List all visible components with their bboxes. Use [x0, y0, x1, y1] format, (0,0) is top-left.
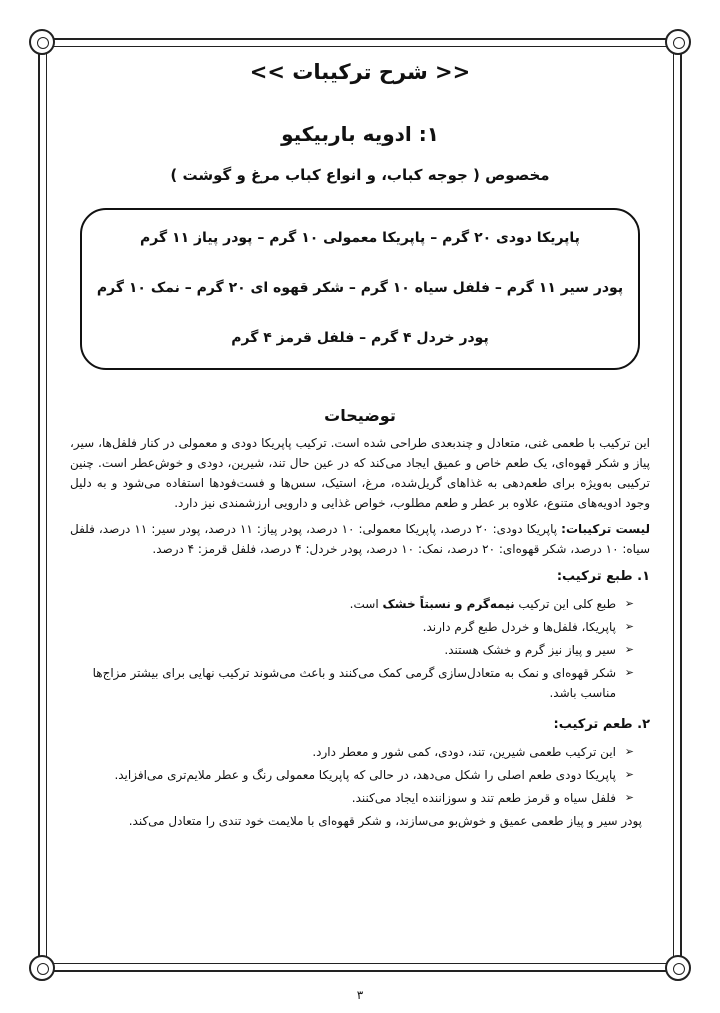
list-item: ➢ پاپریکا دودی طعم اصلی را شکل می‌دهد، در حالی که پاپریکا معمولی رنگ و عطر ملایم‌تری می‌افزاید. — [70, 765, 634, 785]
page-title: << شرح ترکیبات >> — [249, 60, 471, 84]
corner-ornament — [29, 955, 55, 981]
recipe-heading: ۱: ادویه باربیکیو — [281, 122, 439, 146]
arrow-bullet-icon: ➢ — [624, 791, 634, 804]
page-content — [70, 60, 650, 837]
arrow-bullet-icon: ➢ — [624, 666, 634, 679]
corner-ornament — [665, 955, 691, 981]
corner-ornament — [29, 29, 55, 55]
taste-closing-paragraph: پودر سیر و پیاز طعمی عمیق و خوش‌بو می‌سازند، و شکر قهوه‌ای با ملایمت خود تندی را متعادل می‌کند. — [128, 814, 642, 828]
list-item: ➢ شکر قهوه‌ای و نمک به متعادل‌سازی گرمی کمک می‌کنند و باعث می‌شوند ترکیب نهایی برای بیشتر مزاج‌ها مناسب باشد. — [70, 663, 634, 703]
list-item: ➢ طبع کلی این ترکیب نیمه‌گرم و نسبتاً خشک است. — [70, 594, 634, 614]
section-title-temperament: ۱. طبع ترکیب: — [556, 569, 650, 584]
arrow-bullet-icon: ➢ — [624, 768, 634, 781]
ingredient-list-label: لیست ترکیبات: — [561, 522, 650, 536]
recipe-subheading: مخصوص ( جوجه کباب، و انواع کباب مرغ و گوشت ) — [170, 166, 550, 184]
taste-list — [70, 742, 650, 808]
list-item: ➢ فلفل سیاه و قرمز طعم تند و سوزاننده ایجاد می‌کنند. — [70, 788, 634, 808]
list-item: ➢ سیر و پیاز نیز گرم و خشک هستند. — [70, 640, 634, 660]
explanations-heading: توضیحات — [324, 406, 396, 425]
emphasis-text: نیمه‌گرم و نسبتاً خشک — [382, 597, 515, 611]
ingredient-line: پاپریکا دودی ۲۰ گرم – پاپریکا معمولی ۱۰ گرم – پودر پیاز ۱۱ گرم — [140, 230, 580, 246]
temperament-list — [70, 594, 650, 703]
list-item: ➢ این ترکیب طعمی شیرین، تند، دودی، کمی شور و معطر دارد. — [70, 742, 634, 762]
page-number: ۳ — [356, 988, 364, 1002]
section-title-taste: ۲. طعم ترکیب: — [553, 717, 650, 732]
ingredient-line: پودر سیر ۱۱ گرم – فلفل سیاه ۱۰ گرم – شکر قهوه ای ۲۰ گرم – نمک ۱۰ گرم — [96, 280, 624, 296]
list-item: ➢ پاپریکا، فلفل‌ها و خردل طبع گرم دارند. — [70, 617, 634, 637]
arrow-bullet-icon: ➢ — [624, 643, 634, 656]
intro-paragraph: این ترکیب با طعمی غنی، متعادل و چندبعدی طراحی شده است. ترکیب پاپریکا دودی و معمولی در کنار فلفل‌ها، سیر، پیاز و شکر قهوه‌ای، یک طعم خاص و عمیق ایجاد می‌کند که در عین حال تند، شیرین، دودی و خوش‌عطر است. چنین ترکیبی به‌ویژه برای طعم‌دهی به غذاهای گریل‌شده، مرغ، استیک، سس‌ها و فست‌فودها استفاده می‌شود و به دلیل وجود ادویه‌های متنوع، علاوه بر عطر و طعم مطلوب، خواص غذایی و دارویی ارزشمندی نیز دارد. — [70, 436, 650, 510]
ingredient-list-paragraph — [70, 519, 650, 559]
arrow-bullet-icon: ➢ — [624, 745, 634, 758]
ingredient-list-text: پاپریکا دودی: ۲۰ درصد، پاپریکا معمولی: ۱۰ درصد، پودر پیاز: ۱۱ درصد، پودر سیر: ۱۱ درصد، فلفل سیاه: ۱۰ درصد، شکر قهوه‌ای: ۲۰ درصد، نمک: ۱۰ درصد، پودر خردل: ۴ درصد، فلفل قرمز: ۴ درصد. — [70, 522, 650, 556]
corner-ornament — [665, 29, 691, 55]
arrow-bullet-icon: ➢ — [624, 597, 634, 610]
ingredient-box — [80, 208, 640, 370]
arrow-bullet-icon: ➢ — [624, 620, 634, 633]
ingredient-line: پودر خردل ۴ گرم – فلفل قرمز ۴ گرم — [231, 330, 489, 346]
